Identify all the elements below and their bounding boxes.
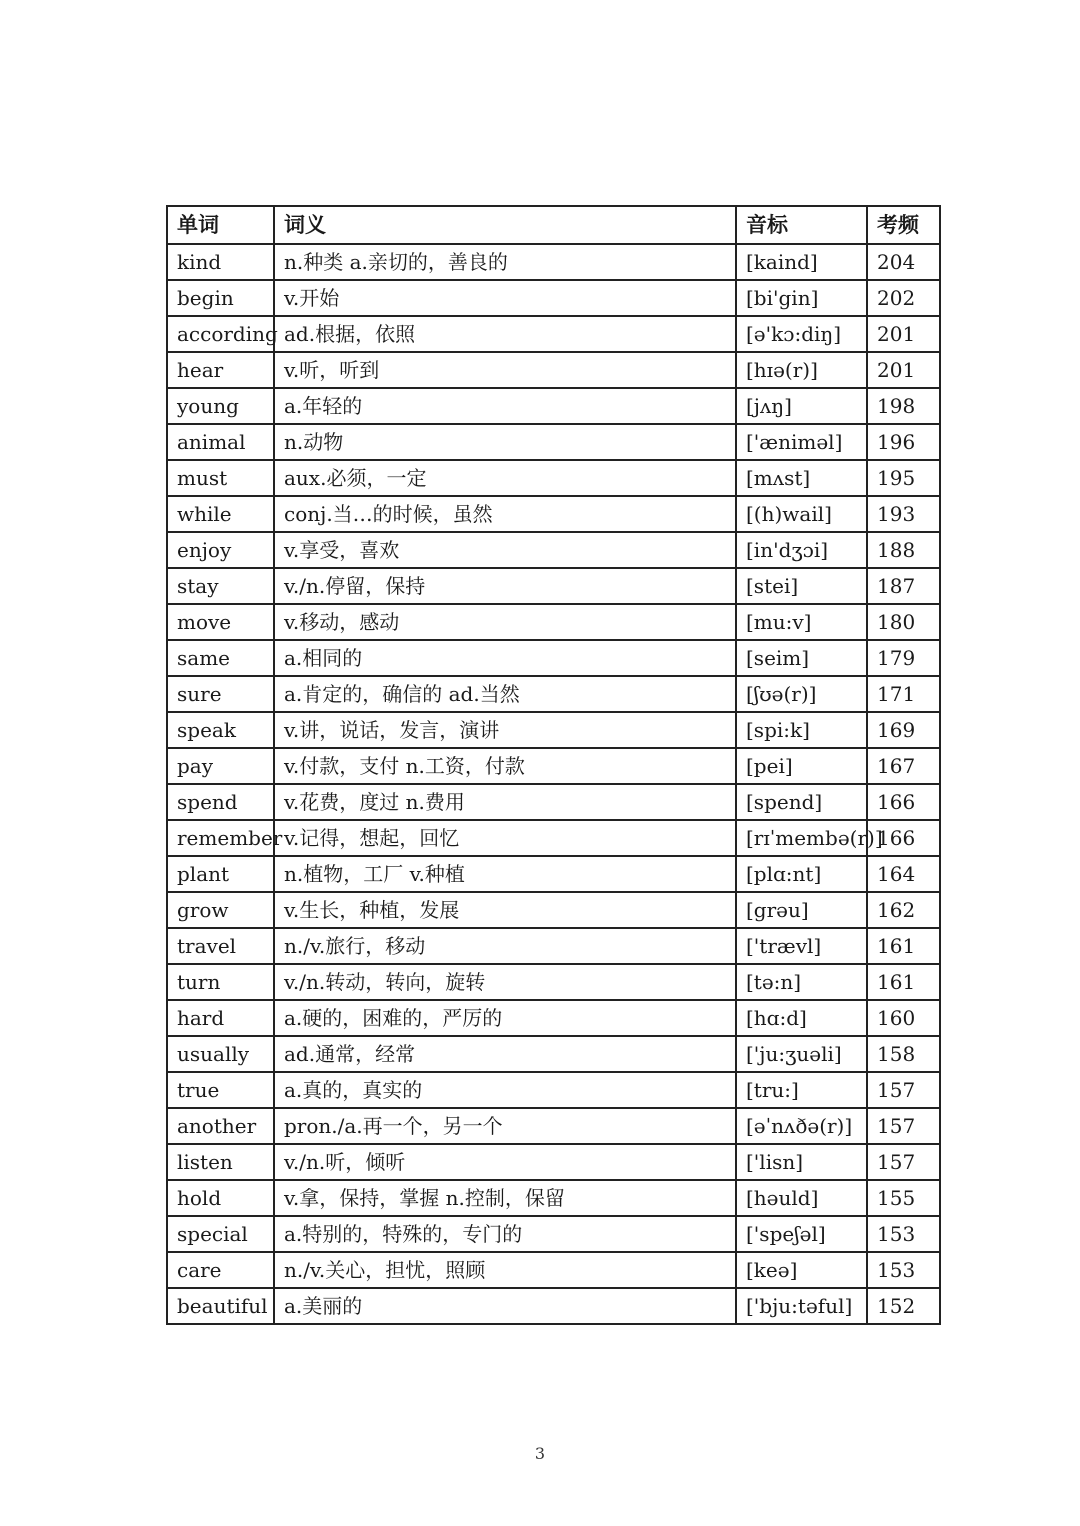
word-cell: travel (167, 928, 274, 964)
word-cell: turn (167, 964, 274, 1000)
table-row (167, 1180, 940, 1216)
word-cell: same (167, 640, 274, 676)
meaning-cell: v.移动，感动 (274, 604, 736, 640)
phonetic-cell: [pei] (736, 748, 867, 784)
meaning-cell: v.付款，支付 n.工资，付款 (274, 748, 736, 784)
word-cell: enjoy (167, 532, 274, 568)
frequency-cell: 166 (867, 820, 940, 856)
word-cell: spend (167, 784, 274, 820)
word-cell: young (167, 388, 274, 424)
phonetic-cell: ['bju:təful] (736, 1288, 867, 1324)
phonetic-cell: [tru:] (736, 1072, 867, 1108)
meaning-cell: n.种类 a.亲切的，善良的 (274, 244, 736, 280)
meaning-cell: v./n.转动，转向，旋转 (274, 964, 736, 1000)
table-row (167, 1000, 940, 1036)
phonetic-cell: [grəu] (736, 892, 867, 928)
frequency-cell: 169 (867, 712, 940, 748)
header-frequency: 考频 (867, 206, 940, 244)
phonetic-cell: [(h)wail] (736, 496, 867, 532)
table-header-row (167, 206, 940, 244)
phonetic-cell: ['trævl] (736, 928, 867, 964)
header-word: 单词 (167, 206, 274, 244)
word-cell: animal (167, 424, 274, 460)
word-cell: kind (167, 244, 274, 280)
meaning-cell: v.生长，种植，发展 (274, 892, 736, 928)
word-cell: must (167, 460, 274, 496)
phonetic-cell: [ə'kɔ:diŋ] (736, 316, 867, 352)
meaning-cell: v.记得，想起，回忆 (274, 820, 736, 856)
phonetic-cell: [in'dʒɔi] (736, 532, 867, 568)
word-cell: according (167, 316, 274, 352)
phonetic-cell: [mu:v] (736, 604, 867, 640)
meaning-cell: v./n.听，倾听 (274, 1144, 736, 1180)
frequency-cell: 160 (867, 1000, 940, 1036)
table-row (167, 1036, 940, 1072)
frequency-cell: 180 (867, 604, 940, 640)
word-cell: beautiful (167, 1288, 274, 1324)
phonetic-cell: [jʌŋ] (736, 388, 867, 424)
phonetic-cell: [stei] (736, 568, 867, 604)
frequency-cell: 157 (867, 1144, 940, 1180)
header-phonetic: 音标 (736, 206, 867, 244)
meaning-cell: ad.通常，经常 (274, 1036, 736, 1072)
table-row (167, 748, 940, 784)
frequency-cell: 179 (867, 640, 940, 676)
word-cell: pay (167, 748, 274, 784)
table-row (167, 280, 940, 316)
table-row (167, 892, 940, 928)
meaning-cell: v./n.停留，保持 (274, 568, 736, 604)
phonetic-cell: [ʃʊə(r)] (736, 676, 867, 712)
meaning-cell: n.动物 (274, 424, 736, 460)
word-cell: another (167, 1108, 274, 1144)
frequency-cell: 166 (867, 784, 940, 820)
meaning-cell: v.享受，喜欢 (274, 532, 736, 568)
table-row (167, 604, 940, 640)
phonetic-cell: [kaind] (736, 244, 867, 280)
meaning-cell: a.真的，真实的 (274, 1072, 736, 1108)
phonetic-cell: [tə:n] (736, 964, 867, 1000)
phonetic-cell: [hɪə(r)] (736, 352, 867, 388)
meaning-cell: v.花费，度过 n.费用 (274, 784, 736, 820)
phonetic-cell: [bi'gin] (736, 280, 867, 316)
frequency-cell: 157 (867, 1072, 940, 1108)
table-row (167, 784, 940, 820)
frequency-cell: 162 (867, 892, 940, 928)
frequency-cell: 157 (867, 1108, 940, 1144)
frequency-cell: 198 (867, 388, 940, 424)
phonetic-cell: ['æniməl] (736, 424, 867, 460)
frequency-cell: 187 (867, 568, 940, 604)
phonetic-cell: [hɑ:d] (736, 1000, 867, 1036)
frequency-cell: 164 (867, 856, 940, 892)
word-cell: sure (167, 676, 274, 712)
word-cell: hear (167, 352, 274, 388)
phonetic-cell: ['ju:ʒuəli] (736, 1036, 867, 1072)
word-cell: remember (167, 820, 274, 856)
phonetic-cell: [mʌst] (736, 460, 867, 496)
frequency-cell: 204 (867, 244, 940, 280)
meaning-cell: ad.根据，依照 (274, 316, 736, 352)
table-row (167, 316, 940, 352)
meaning-cell: a.特别的，特殊的，专门的 (274, 1216, 736, 1252)
table-row (167, 424, 940, 460)
phonetic-cell: [keə] (736, 1252, 867, 1288)
frequency-cell: 155 (867, 1180, 940, 1216)
table-row (167, 640, 940, 676)
meaning-cell: v.听，听到 (274, 352, 736, 388)
table-row (167, 676, 940, 712)
word-cell: usually (167, 1036, 274, 1072)
frequency-cell: 201 (867, 316, 940, 352)
phonetic-cell: ['speʃəl] (736, 1216, 867, 1252)
word-cell: hold (167, 1180, 274, 1216)
frequency-cell: 201 (867, 352, 940, 388)
table-row (167, 1144, 940, 1180)
frequency-cell: 193 (867, 496, 940, 532)
phonetic-cell: [seim] (736, 640, 867, 676)
word-cell: special (167, 1216, 274, 1252)
meaning-cell: v.拿，保持，掌握 n.控制，保留 (274, 1180, 736, 1216)
table-row (167, 1072, 940, 1108)
table-row (167, 352, 940, 388)
frequency-cell: 158 (867, 1036, 940, 1072)
word-cell: begin (167, 280, 274, 316)
word-cell: listen (167, 1144, 274, 1180)
word-cell: true (167, 1072, 274, 1108)
frequency-cell: 167 (867, 748, 940, 784)
meaning-cell: pron./a.再一个，另一个 (274, 1108, 736, 1144)
table-row (167, 928, 940, 964)
header-meaning: 词义 (274, 206, 736, 244)
table-row (167, 532, 940, 568)
frequency-cell: 161 (867, 928, 940, 964)
phonetic-cell: [əˈnʌðə(r)] (736, 1108, 867, 1144)
frequency-cell: 171 (867, 676, 940, 712)
word-cell: move (167, 604, 274, 640)
word-cell: plant (167, 856, 274, 892)
word-cell: speak (167, 712, 274, 748)
table-row (167, 244, 940, 280)
word-cell: stay (167, 568, 274, 604)
table-row (167, 712, 940, 748)
table-row (167, 568, 940, 604)
table-row (167, 1288, 940, 1324)
phonetic-cell: ['lisn] (736, 1144, 867, 1180)
table-row (167, 820, 940, 856)
frequency-cell: 153 (867, 1216, 940, 1252)
meaning-cell: aux.必须，一定 (274, 460, 736, 496)
meaning-cell: a.美丽的 (274, 1288, 736, 1324)
frequency-cell: 195 (867, 460, 940, 496)
meaning-cell: v.讲，说话，发言，演讲 (274, 712, 736, 748)
word-cell: grow (167, 892, 274, 928)
table-row (167, 1252, 940, 1288)
table-row (167, 1108, 940, 1144)
frequency-cell: 161 (867, 964, 940, 1000)
word-cell: care (167, 1252, 274, 1288)
meaning-cell: a.硬的，困难的，严厉的 (274, 1000, 736, 1036)
phonetic-cell: [plɑ:nt] (736, 856, 867, 892)
table-body (167, 244, 940, 1324)
meaning-cell: a.相同的 (274, 640, 736, 676)
word-cell: while (167, 496, 274, 532)
phonetic-cell: [spi:k] (736, 712, 867, 748)
frequency-cell: 196 (867, 424, 940, 460)
table-row (167, 1216, 940, 1252)
vocabulary-table (166, 205, 941, 1325)
frequency-cell: 202 (867, 280, 940, 316)
meaning-cell: a.肯定的，确信的 ad.当然 (274, 676, 736, 712)
meaning-cell: v.开始 (274, 280, 736, 316)
meaning-cell: n./v.关心，担忧，照顾 (274, 1252, 736, 1288)
phonetic-cell: [rɪˈmembə(r)] (736, 820, 867, 856)
page-number: 3 (534, 1444, 546, 1463)
table-row (167, 460, 940, 496)
meaning-cell: n.植物，工厂 v.种植 (274, 856, 736, 892)
word-cell: hard (167, 1000, 274, 1036)
table-row (167, 856, 940, 892)
phonetic-cell: [spend] (736, 784, 867, 820)
table-row (167, 964, 940, 1000)
table-row (167, 388, 940, 424)
meaning-cell: a.年轻的 (274, 388, 736, 424)
frequency-cell: 152 (867, 1288, 940, 1324)
phonetic-cell: [həuld] (736, 1180, 867, 1216)
frequency-cell: 153 (867, 1252, 940, 1288)
frequency-cell: 188 (867, 532, 940, 568)
table-row (167, 496, 940, 532)
meaning-cell: n./v.旅行，移动 (274, 928, 736, 964)
meaning-cell: conj.当…的时候，虽然 (274, 496, 736, 532)
